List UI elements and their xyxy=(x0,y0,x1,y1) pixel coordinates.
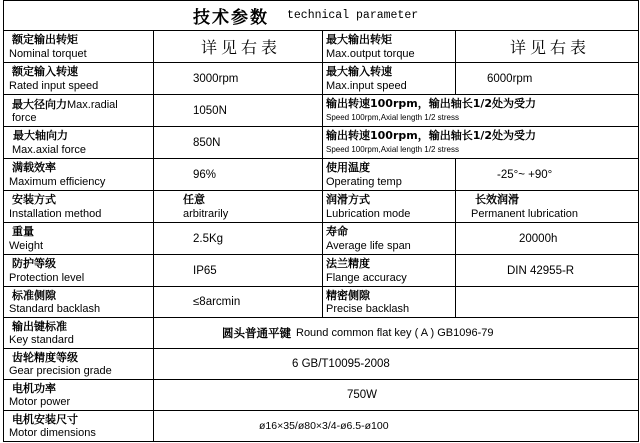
value-key-standard-en: Round common flat key ( A ) GB1096-79 xyxy=(296,327,494,339)
value-lubrication-mode-zh: 长效润滑 xyxy=(475,193,519,206)
label-motor-dimensions-zh: 电机安装尺寸 xyxy=(12,413,78,426)
label-key-standard xyxy=(4,318,153,348)
note-axial-force-condition xyxy=(323,127,638,158)
label-motor-dimensions-en: Motor dimensions xyxy=(9,427,96,439)
value-max-efficiency xyxy=(154,159,322,190)
label-rated-input-speed xyxy=(4,63,153,94)
label-protection-level-en: Protection level xyxy=(9,272,85,284)
label-operating-temp-en: Operating temp xyxy=(326,176,402,188)
label-max-axial-force xyxy=(4,127,153,158)
value-rated-input-speed-text: 3000rpm xyxy=(193,72,239,85)
label-weight xyxy=(4,223,153,254)
value-weight xyxy=(154,223,322,254)
label-rated-input-speed-en: Rated input speed xyxy=(9,80,99,92)
label-max-input-speed xyxy=(323,63,455,94)
label-key-standard-en: Key standard xyxy=(9,334,74,346)
label-precise-backlash-en: Precise backlash xyxy=(326,303,410,315)
note-radial-force-condition xyxy=(323,95,638,126)
note-radial-force-zh: 输出转速100rpm，输出轴长1/2处为受力 xyxy=(326,97,537,110)
label-nominal-torque xyxy=(4,31,153,62)
value-weight-text: 2.5Kg xyxy=(193,232,224,245)
value-max-input-speed xyxy=(456,63,638,94)
label-key-standard-zh: 输出键标准 xyxy=(12,320,67,333)
label-rated-input-speed-zh: 额定输入转速 xyxy=(12,65,78,78)
label-nominal-torque-en: Nominal torquet xyxy=(9,48,87,60)
table-title xyxy=(4,1,638,30)
label-lubrication-mode-en: Lubrication mode xyxy=(326,208,411,220)
label-installation-method xyxy=(4,191,153,222)
value-max-radial-force xyxy=(154,95,322,126)
label-motor-dimensions xyxy=(4,411,153,441)
technical-parameter-table xyxy=(3,0,639,442)
label-max-axial-force-en: Max.axial force xyxy=(12,144,86,156)
note-radial-force-en: Speed 100rpm,Axial length 1/2 stress xyxy=(326,113,459,122)
label-life-span-en: Average life span xyxy=(326,240,411,252)
value-flange-accuracy xyxy=(456,255,638,286)
value-rated-input-speed xyxy=(154,63,322,94)
label-standard-backlash xyxy=(4,287,153,317)
value-max-axial-force-text: 850N xyxy=(193,136,221,149)
value-flange-accuracy-text: DIN 42955-R xyxy=(507,264,575,277)
value-installation-method xyxy=(154,191,322,222)
label-installation-method-zh: 安装方式 xyxy=(12,193,56,206)
value-operating-temp xyxy=(456,159,638,190)
value-nominal-torque-text: 详见右表 xyxy=(200,38,281,57)
label-max-output-torque-zh: 最大输出转矩 xyxy=(326,33,392,46)
value-installation-method-zh: 任意 xyxy=(183,193,205,206)
value-motor-dimensions-text: ø16×35/ø80×3/4-ø6.5-ø100 xyxy=(259,420,389,432)
label-lubrication-mode-zh: 润滑方式 xyxy=(326,193,370,206)
value-protection-level xyxy=(154,255,322,286)
label-flange-accuracy-en: Flange accuracy xyxy=(326,272,407,284)
label-max-efficiency-en: Maximum efficiency xyxy=(9,176,106,188)
value-life-span-text: 20000h xyxy=(519,232,558,245)
value-max-axial-force xyxy=(154,127,322,158)
value-protection-level-text: IP65 xyxy=(193,264,217,277)
title-en: technical parameter xyxy=(287,9,419,22)
label-max-radial-force-en-inline: Max.radial xyxy=(67,99,118,111)
label-max-radial-force-en: force xyxy=(12,112,37,124)
value-lubrication-mode xyxy=(456,191,638,222)
value-gear-precision-grade xyxy=(154,349,638,379)
value-max-output-torque xyxy=(456,31,638,62)
label-flange-accuracy-zh: 法兰精度 xyxy=(326,257,370,270)
value-standard-backlash-text: ≤8arcmin xyxy=(193,296,241,308)
label-weight-en: Weight xyxy=(9,240,44,252)
label-gear-precision-grade-zh: 齿轮精度等级 xyxy=(12,351,78,364)
value-standard-backlash xyxy=(154,287,322,317)
label-motor-power-zh: 电机功率 xyxy=(12,382,56,395)
value-motor-dimensions xyxy=(154,411,638,441)
label-max-output-torque-en: Max.output torque xyxy=(326,48,415,60)
label-standard-backlash-en: Standard backlash xyxy=(9,303,101,315)
label-protection-level xyxy=(4,255,153,286)
label-gear-precision-grade xyxy=(4,349,153,379)
value-precise-backlash-empty xyxy=(456,287,638,317)
value-nominal-torque xyxy=(154,31,322,62)
label-motor-power-en: Motor power xyxy=(9,396,71,408)
value-key-standard xyxy=(154,318,638,348)
label-max-radial-force xyxy=(4,95,153,126)
label-max-radial-force-zh: 最大径向力 xyxy=(12,98,67,111)
label-max-output-torque xyxy=(323,31,455,62)
value-motor-power xyxy=(154,380,638,410)
value-key-standard-zh: 圆头普通平键 xyxy=(222,326,291,340)
note-axial-force-zh: 输出转速100rpm，输出轴长1/2处为受力 xyxy=(326,129,537,142)
value-motor-power-text: 750W xyxy=(347,389,378,401)
label-lubrication-mode xyxy=(323,191,455,222)
label-max-efficiency xyxy=(4,159,153,190)
value-life-span xyxy=(456,223,638,254)
value-gear-precision-grade-text: 6 GB/T10095-2008 xyxy=(292,358,390,370)
value-max-efficiency-text: 96% xyxy=(193,168,217,181)
label-operating-temp xyxy=(323,159,455,190)
label-operating-temp-zh: 使用温度 xyxy=(326,161,370,174)
value-installation-method-en: arbitrarily xyxy=(183,208,229,220)
title-zh: 技术参数 xyxy=(193,8,269,28)
label-life-span-zh: 寿命 xyxy=(326,225,348,238)
label-max-input-speed-zh: 最大输入转速 xyxy=(326,65,392,78)
note-axial-force-en: Speed 100rpm,Axial length 1/2 stress xyxy=(326,145,459,154)
label-flange-accuracy xyxy=(323,255,455,286)
label-max-axial-force-zh: 最大轴向力 xyxy=(13,129,68,142)
label-nominal-torque-zh: 额定输出转矩 xyxy=(12,33,78,46)
value-max-input-speed-text: 6000rpm xyxy=(487,72,533,85)
value-max-output-torque-text: 详见右表 xyxy=(509,38,590,57)
label-weight-zh: 重量 xyxy=(12,225,34,238)
value-max-radial-force-text: 1050N xyxy=(193,104,227,117)
label-installation-method-en: Installation method xyxy=(9,208,102,220)
label-protection-level-zh: 防护等级 xyxy=(12,257,56,270)
label-standard-backlash-zh: 标准侧隙 xyxy=(12,289,56,302)
value-operating-temp-text: -25°~ +90° xyxy=(497,168,553,181)
label-life-span xyxy=(323,223,455,254)
label-max-radial-force-line xyxy=(12,97,153,112)
label-precise-backlash-zh: 精密侧隙 xyxy=(326,289,370,302)
label-max-efficiency-zh: 满载效率 xyxy=(12,161,56,174)
value-lubrication-mode-en: Permanent lubrication xyxy=(471,208,579,220)
label-max-input-speed-en: Max.input speed xyxy=(326,80,407,92)
label-motor-power xyxy=(4,380,153,410)
label-gear-precision-grade-en: Gear precision grade xyxy=(9,365,112,377)
label-precise-backlash xyxy=(323,287,455,317)
